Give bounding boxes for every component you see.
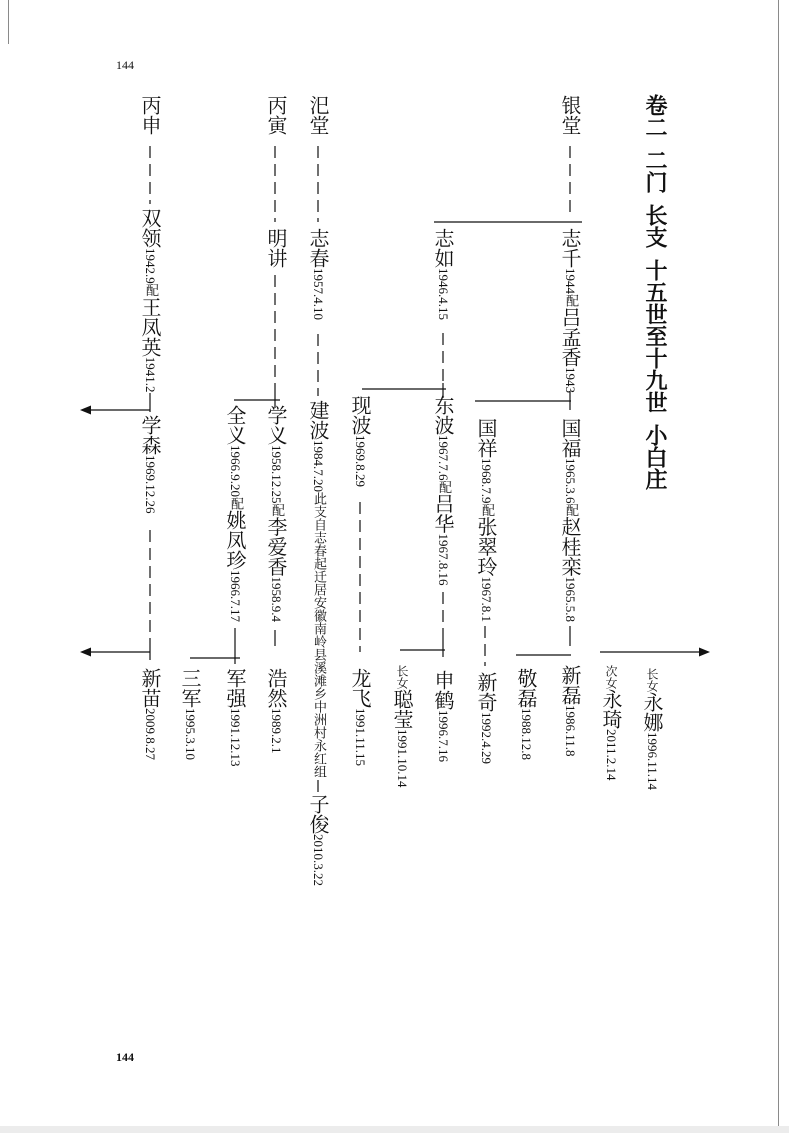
spouse-label: 配	[228, 497, 243, 510]
spouse-name: 姚凤珍	[223, 510, 247, 570]
person-name: 汜堂	[306, 95, 330, 135]
person-name: 丙寅	[264, 95, 288, 135]
spouse-birth-date: 1965.5.8	[563, 576, 578, 622]
person-name: 志千	[558, 228, 582, 268]
birth-date: 2011.2.14	[604, 729, 619, 781]
arrowhead-left-icon	[80, 406, 91, 415]
birth-date: 1942.9	[143, 248, 158, 284]
arrowhead-right-icon	[699, 648, 710, 657]
birth-date: 1958.12.25	[269, 445, 284, 504]
entry-sanjun	[180, 668, 200, 760]
birth-date: 2010.3.22	[311, 834, 326, 886]
person-name: 全义	[223, 405, 247, 445]
entry-xinlei	[560, 665, 580, 757]
person-name: 国祥	[474, 418, 498, 458]
spouse-birth-date: 1966.7.17	[228, 570, 243, 622]
entry-bingyin	[266, 95, 286, 135]
birth-date: 1996.11.14	[645, 732, 660, 791]
person-name: 建波	[306, 400, 330, 440]
entry-jinglei	[516, 668, 536, 760]
person-name: 学义	[264, 405, 288, 445]
birth-date: 1967.7.6	[436, 435, 451, 481]
spouse-name: 王凤英	[138, 296, 162, 357]
entry-jianbo	[308, 400, 328, 778]
spouse-name: 赵桂栾	[558, 516, 582, 577]
entry-yongna	[642, 668, 662, 790]
spouse-birth-date: 1943	[563, 367, 578, 393]
entry-shenhe	[433, 670, 453, 762]
entry-guoxiang	[476, 418, 496, 622]
entry-zhichun	[308, 228, 328, 320]
entry-guofu	[560, 418, 580, 622]
birth-date: 1986.11.8	[563, 705, 578, 757]
person-name: 三军	[178, 668, 202, 708]
kin-rank: 次女	[604, 665, 618, 689]
person-name: 聪莹	[390, 689, 414, 729]
spouse-label: 配	[143, 283, 158, 297]
person-name: 浩然	[264, 668, 288, 708]
entry-sitang	[308, 95, 328, 135]
arrowhead-left-icon	[80, 648, 91, 657]
person-name: 国福	[558, 418, 582, 458]
spouse-name: 张翠玲	[474, 516, 498, 577]
person-name: 双领	[138, 208, 162, 248]
spouse-name: 吕孟香	[558, 307, 582, 367]
person-name: 银堂	[558, 95, 582, 135]
entry-xuesen	[140, 415, 160, 514]
birth-date: 1965.3.6	[563, 458, 578, 504]
birth-date: 1969.8.29	[353, 435, 368, 487]
title-generations: 十五世至十九世	[642, 259, 668, 413]
person-name: 子俊	[306, 794, 330, 834]
birth-date: 1996.7.16	[436, 710, 451, 762]
person-name: 丙申	[138, 95, 162, 135]
person-name: 军强	[223, 668, 247, 708]
spouse-label: 配	[563, 294, 578, 307]
birth-date: 1992.4.29	[479, 712, 494, 764]
entry-quanyi	[225, 405, 245, 622]
entry-congying	[392, 665, 412, 788]
spouse-birth-date: 1967.8.16	[436, 533, 451, 586]
birth-date: 1984.7.20	[311, 440, 326, 492]
birth-date: 1957.4.10	[311, 268, 326, 320]
spouse-name: 李爱香	[264, 516, 288, 577]
person-name: 新奇	[474, 672, 498, 712]
page-number-bottom: 144	[116, 1050, 134, 1064]
entry-bingshen	[140, 95, 160, 135]
spouse-label: 配	[269, 503, 284, 517]
person-name: 明讲	[264, 228, 288, 268]
birth-date: 1966.9.20	[228, 445, 243, 497]
entry-longfei	[350, 668, 370, 766]
person-name: 敬磊	[514, 668, 538, 708]
person-name: 学森	[138, 415, 162, 455]
birth-date: 1991.11.15	[353, 708, 368, 767]
entry-zijun	[308, 794, 328, 886]
person-name: 新苗	[138, 668, 162, 708]
entry-xueyi	[266, 405, 286, 622]
spouse-label: 配	[563, 503, 578, 517]
spouse-birth-date: 1958.9.4	[269, 576, 284, 622]
title-branch: 二门	[642, 149, 668, 193]
kin-rank: 长女	[395, 665, 409, 689]
kin-rank: 长女	[645, 668, 659, 692]
person-name: 龙飞	[348, 668, 372, 708]
entry-shuangling	[140, 208, 160, 393]
entry-yintang	[560, 95, 580, 135]
person-name: 永琦	[599, 689, 623, 729]
spouse-label: 配	[479, 503, 494, 517]
entry-junqiang	[225, 668, 245, 767]
entry-zhiqian	[560, 228, 580, 393]
birth-date: 1988.12.8	[519, 708, 534, 760]
title-village: 小白庄	[642, 424, 668, 490]
entry-dongbo	[433, 395, 453, 586]
birth-date: 1944	[563, 268, 578, 294]
birth-date: 1969.12.26	[143, 455, 158, 514]
entry-mingjiang	[266, 228, 286, 268]
entry-yongqi	[601, 665, 621, 781]
spouse-birth-date: 1967.8.1	[479, 576, 494, 622]
person-name: 志春	[306, 228, 330, 268]
entry-zhiru	[433, 228, 453, 320]
entry-xinmiao	[140, 668, 160, 760]
birth-date: 1991.10.14	[395, 729, 410, 788]
birth-date: 2009.8.27	[143, 708, 158, 760]
entry-haoran	[266, 668, 286, 754]
spouse-label: 配	[436, 480, 451, 494]
title-volume: 卷二	[642, 94, 668, 138]
person-name: 新磊	[558, 665, 582, 705]
spouse-birth-date: 1941.2	[143, 356, 158, 393]
page-title	[644, 94, 666, 490]
birth-date: 1968.7.9	[479, 458, 494, 504]
person-name: 志如	[431, 228, 455, 268]
birth-date: 1995.3.10	[183, 708, 198, 760]
migration-note: 此支自志春起迁居安徽南岭县溪滩乡中洲村永红组	[311, 492, 326, 778]
birth-date: 1991.12.13	[228, 708, 243, 767]
title-lineage: 长支	[642, 204, 668, 248]
person-name: 现波	[348, 395, 372, 435]
person-name: 东波	[431, 395, 455, 435]
birth-date: 1989.2.1	[269, 708, 284, 754]
entry-xinqi	[476, 672, 496, 764]
page-number-top: 144	[116, 58, 134, 72]
person-name: 申鹤	[431, 670, 455, 710]
person-name: 永娜	[640, 692, 664, 732]
spouse-name: 吕华	[431, 493, 455, 534]
entry-xianbo	[350, 395, 370, 487]
birth-date: 1946.4.15	[436, 268, 451, 320]
